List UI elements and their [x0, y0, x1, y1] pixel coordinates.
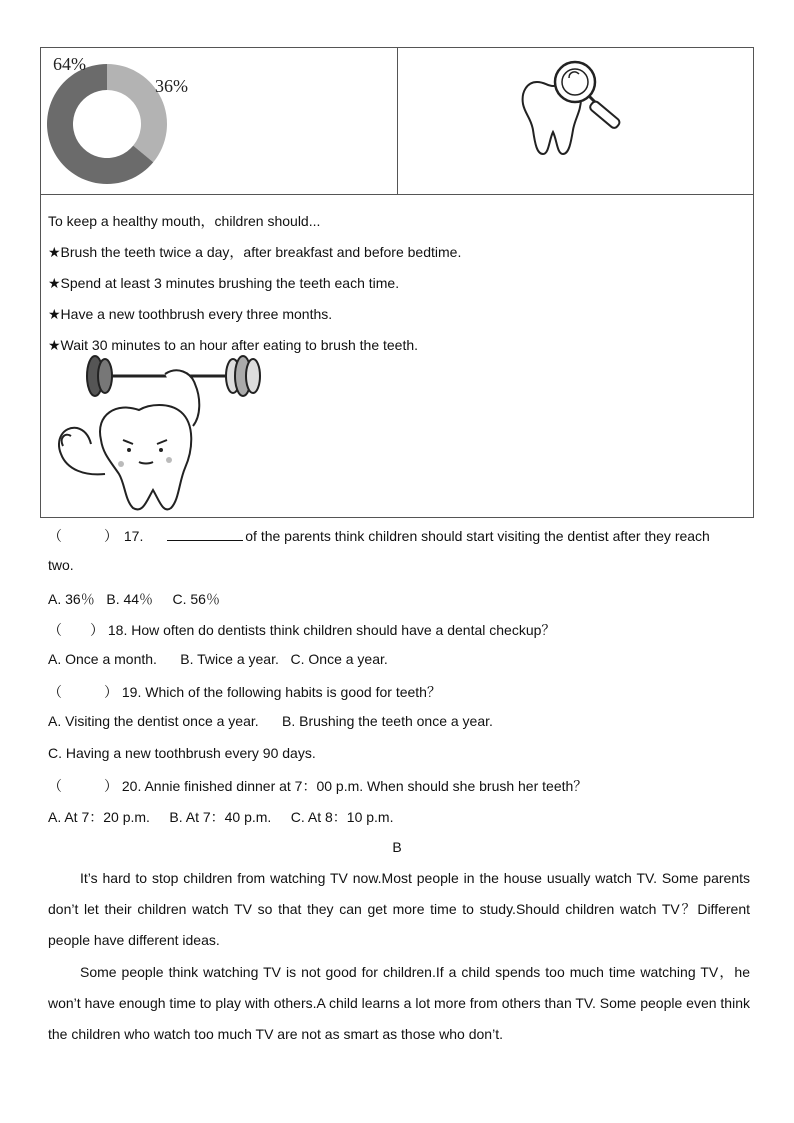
- question-20-options: A. At 7：20 p.m. B. At 7：40 p.m. C. At 8：10 p.m.: [48, 809, 394, 825]
- tip-item: ★Have a new toothbrush every three months.: [48, 306, 333, 322]
- answer-blank[interactable]: [167, 526, 243, 541]
- passage-paragraph-1: It’s hard to stop children from watching TV now.Most people in the house usually watch TV. Some parents don’t let their children watch TV so that they can get more time to study.Should children watch TV？Different people have different ideas.: [48, 870, 750, 948]
- tips-list: [48, 206, 748, 361]
- top-row: [41, 48, 753, 195]
- question-19-options-1: A. Visiting the dentist once a year. B. Brushing the teeth once a year.: [48, 713, 493, 729]
- slice-label-36: 36%: [155, 76, 188, 96]
- answer-paren[interactable]: （ ）: [48, 684, 118, 700]
- tip-item: ★Wait 30 minutes to an hour after eating to brush the teeth.: [48, 337, 419, 353]
- passage-paragraph-2: Some people think watching TV is not good for children.If a child spends too much time watching TV，he won’t have enough time to play with others.A child learns a lot more from others than TV. Some people even think the children who watch too much TV are not as smart as those who don’t.: [48, 964, 750, 1042]
- strong-tooth-weightlifting-icon: [45, 354, 267, 516]
- cell-divider: [397, 48, 398, 194]
- answer-paren[interactable]: （ ）: [48, 528, 118, 544]
- info-box: [40, 47, 754, 518]
- question-text: 20. Annie finished dinner at 7：00 p.m. When should she brush her teeth？: [121, 778, 588, 794]
- question-text: 19. Which of the following habits is good for teeth？: [121, 684, 441, 700]
- question-17-options: A. 36％ B. 44％ C. 56％: [48, 591, 220, 607]
- question-20: [48, 776, 587, 796]
- question-stem: of the parents think children should start visiting the dentist after they reach: [245, 528, 710, 544]
- answer-paren[interactable]: （ ）: [48, 778, 118, 794]
- answer-paren[interactable]: （ ）: [48, 622, 104, 638]
- question-17-cont: two.: [48, 557, 74, 573]
- slice-label-64: 64%: [53, 54, 86, 74]
- question-19-options-2: C. Having a new toothbrush every 90 days.: [48, 745, 316, 761]
- question-18: [48, 620, 555, 640]
- question-19: [48, 682, 441, 702]
- tips-intro: To keep a healthy mouth，children should...: [48, 213, 321, 229]
- tip-item: ★Spend at least 3 minutes brushing the teeth each time.: [48, 275, 400, 291]
- section-b-label: B: [392, 839, 402, 855]
- question-text: 18. How often do dentists think children should have a dental checkup？: [107, 622, 556, 638]
- question-number: 17.: [123, 528, 144, 544]
- donut-chart: [47, 52, 207, 192]
- tip-item: ★Brush the teeth twice a day，after breakfast and before bedtime.: [48, 244, 462, 260]
- question-18-options: A. Once a month. B. Twice a year. C. Once a year.: [48, 651, 388, 667]
- question-17: [48, 526, 710, 546]
- tooth-magnifier-icon: [519, 52, 639, 162]
